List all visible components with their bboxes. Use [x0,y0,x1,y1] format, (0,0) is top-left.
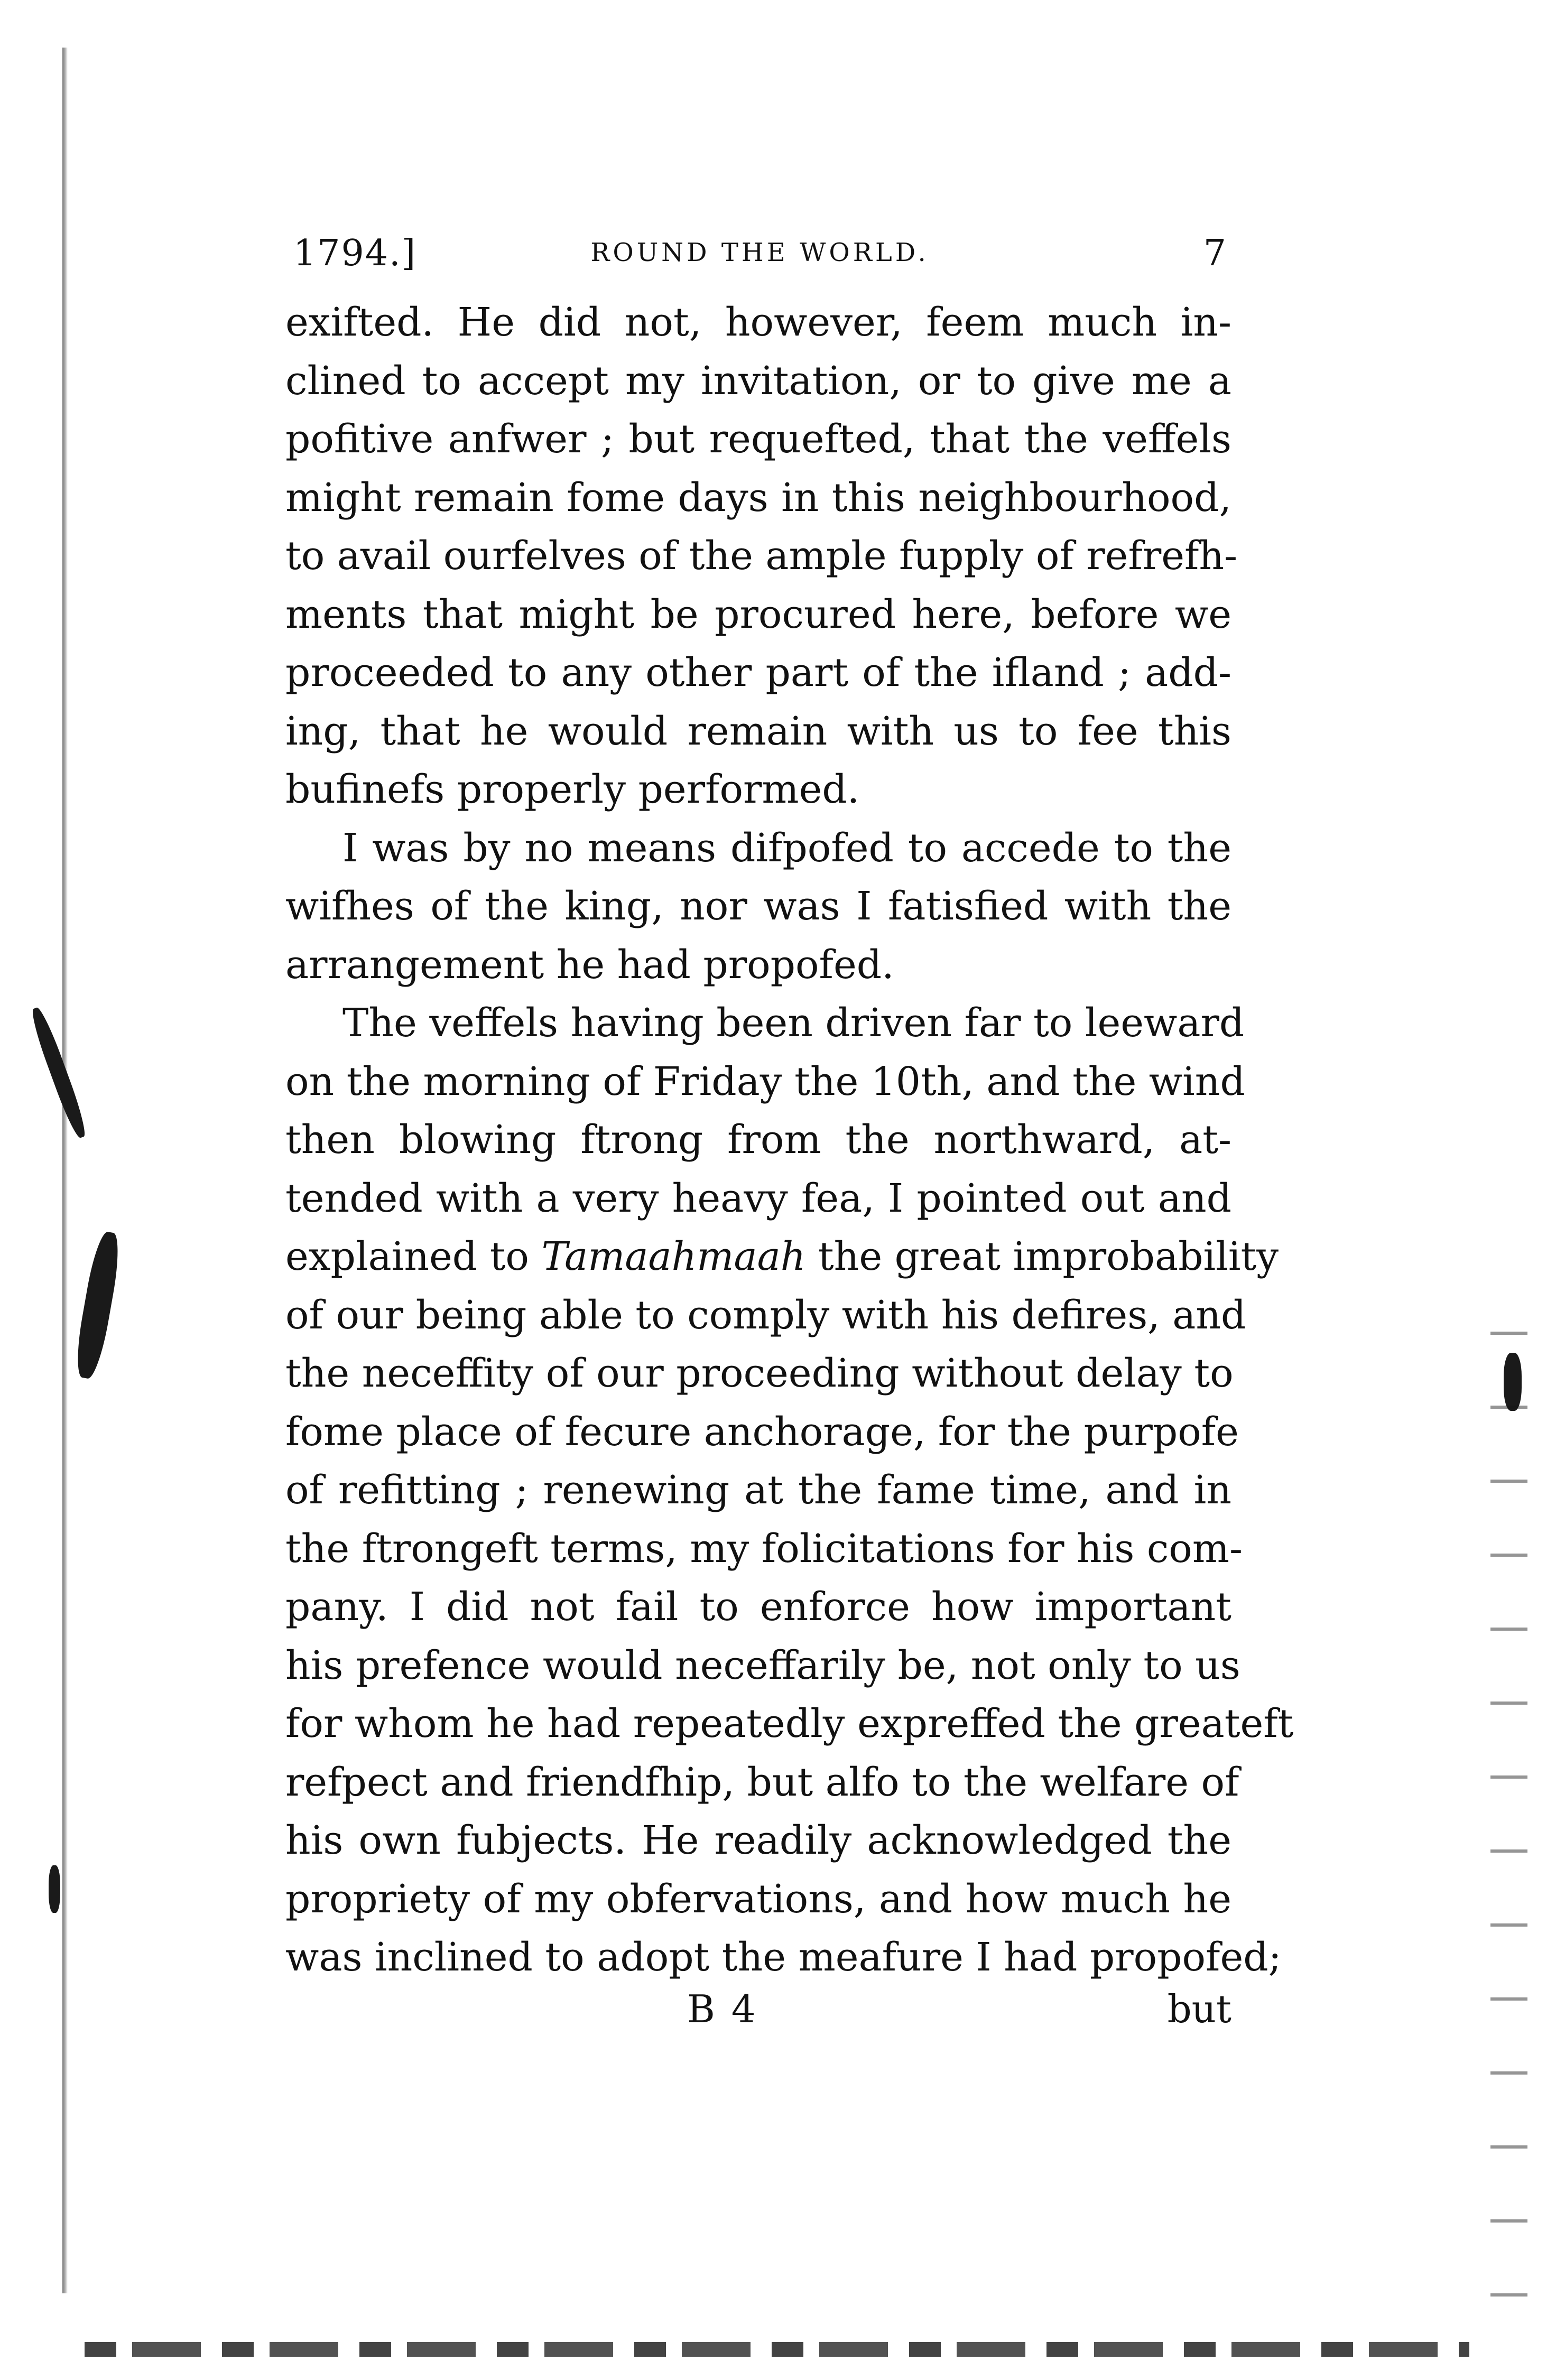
text-line: ing, that he would remain with us to fee this [285,708,1231,754]
scan-mark [27,1006,89,1140]
scan-bottom-band [85,2342,1469,2357]
text-line: of our being able to comply with his defires, and [285,1292,1246,1338]
text-line: ments that might be procured here, before we [285,591,1231,637]
binding-shadow [62,48,68,2293]
text-line: might remain fome days in this neighbourhood, [285,475,1231,520]
body-text [285,293,1294,1987]
text-segment: explained to [285,1234,529,1279]
text-line: proceeded to any other part of the ifland ; add- [285,650,1231,695]
scan-mark [72,1230,124,1380]
text-line: arrangement he had propofed. [285,942,894,988]
text-line: his own fubjects. He readily acknowledged the [285,1818,1231,1863]
page-number: 7 [1203,233,1226,274]
scan-specks [1490,1332,1527,2336]
text-line: of refitting ; renewing at the fame time, and in [285,1467,1231,1513]
page-footer [285,1987,1231,2040]
page-header [293,233,1226,285]
catchword: but [1167,1987,1231,2031]
text-line: fome place of fecure anchorage, for the purpofe [285,1409,1239,1455]
text-line: to avail ourfelves of the ample fupply of refrefh- [285,533,1238,579]
text-line: clined to accept my invitation, or to give me a [285,358,1231,404]
scan-mark [49,1865,60,1913]
text-line: I was by no means difpofed to accede to the [342,825,1231,871]
text-line: exifted. He did not, however, feem much in- [285,300,1231,345]
text-line: bufinefs properly performed. [285,767,860,812]
text-line: the neceffity of our proceeding without delay to [285,1351,1234,1396]
signature-mark: B 4 [687,1987,758,2031]
header-year: 1794.] [293,233,417,274]
text-line: then blowing ftrong from the northward, at- [285,1117,1231,1163]
text-line: The veffels having been driven far to leeward [342,1000,1245,1046]
text-line: was inclined to adopt the meafure I had propofed; [285,1935,1282,1980]
text-line: refpect and friendfhip, but alfo to the welfare of [285,1759,1239,1805]
text-line-with-name [285,1228,1279,1286]
text-line: the ftrongeft terms, my folicitations for his com- [285,1526,1243,1572]
running-title: ROUND THE WORLD. [590,238,929,267]
text-line: pany. I did not fail to enforce how important [285,1584,1231,1630]
text-line: propriety of my obfervations, and how much he [285,1876,1231,1922]
text-line: wifhes of the king, nor was I fatisfied with the [285,884,1231,929]
text-line: for whom he had repeatedly expreffed the greateft [285,1701,1294,1746]
person-name: Tamaahmaah [541,1234,806,1279]
text-line: on the morning of Friday the 10th, and the wind [285,1058,1245,1104]
text-line: pofitive anfwer ; but requefted, that the veffels [285,416,1231,462]
text-segment: the great improbability [818,1234,1279,1279]
text-line: his prefence would neceffarily be, not only to us [285,1642,1240,1688]
text-line: tended with a very heavy fea, I pointed out and [285,1175,1231,1221]
